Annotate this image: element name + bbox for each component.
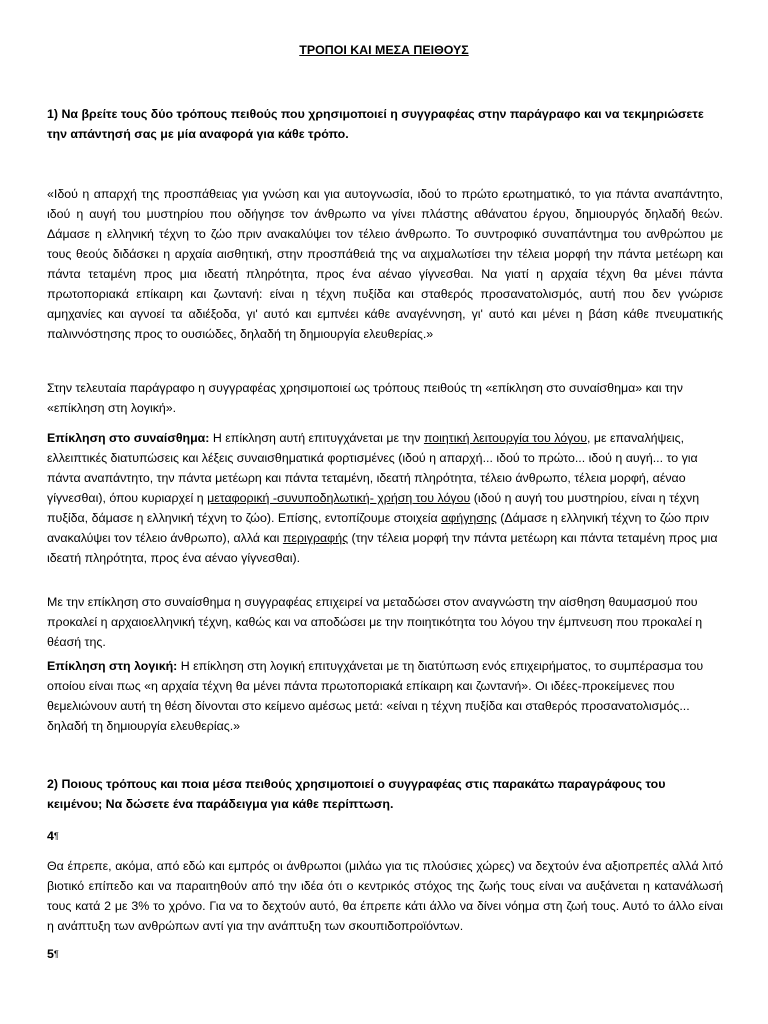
quoted-paragraph — [47, 184, 723, 344]
page-title: ΤΡΟΠΟΙ ΚΑΙ ΜΕΣΑ ΠΕΙΘΟΥΣ — [299, 43, 469, 57]
poetic-function-term: ποιητική λειτουργία του λόγου — [423, 431, 588, 445]
answer-intro-text: Στην τελευταία παράγραφο η συγγραφέας χρησιμοποιεί ως τρόπους πειθούς τη «επίκληση στο συναίσθημα» και την «επίκληση στη λογική». — [47, 381, 683, 415]
logic-appeal-label: Επίκληση στη λογική: — [47, 659, 178, 673]
pilcrow-icon: ¶ — [53, 949, 59, 959]
emotion-goal-text: Με την επίκληση στο συναίσθημα η συγγραφέας επιχειρεί να μεταδώσει στον αναγνώστη την αίσθηση θαυμασμού που προκαλεί η αρχαιοελληνική τέχνη, καθώς και να αποδώσει με την ποιητικότητα του λόγου την έμπνευση που προκαλεί η θέασή της. — [47, 595, 703, 649]
question-1-text: 1) Να βρείτε τους δύο τρόπους πειθούς που χρησιμοποιεί η συγγραφέας στην παράγραφο και να τεκμηριώσετε την απάντησή σας με μία αναφορά για κάθε τρόπο. — [47, 107, 704, 141]
metaphorical-use-term: μεταφορική -συνυποδηλωτική- χρήση του λόγου — [207, 491, 471, 505]
question-1 — [47, 104, 723, 144]
question-2 — [47, 774, 723, 814]
paragraph-4-marker: 4¶ — [47, 829, 59, 843]
question-2-text: 2) Ποιους τρόπους και ποια μέσα πειθούς χρησιμοποιεί ο συγγραφέας στις παρακάτω παραγράφους του κειμένου; Να δώσετε ένα παράδειγμα για κάθε περίπτωση. — [47, 777, 666, 811]
answer-intro — [47, 378, 723, 418]
quoted-paragraph-text: «Ιδού η απαρχή της προσπάθειας για γνώση και για αυτογνωσία, ιδού το πρώτο ερωτηματικό, το για πάντα αναπάντητο, ιδού η αυγή του μυστηρίου που οδήγησε τον άνθρωπο να γίνει πλάστης αθάνατου έργου, δημιουργός δηλαδή θεών. Δάμασε η ελληνική τέχνη το ζώο πριν ανακαλύψει τον τέλειο άνθρωπο. Το συντροφικό συναπάντημα του ανθρώπου με τους θεούς διδάσκει η αρχαία αισθητική, στην προσπάθειά της να αιχμαλωτίσει την τέλεια μορφή την πάντα μετέωρη και πάντα τεταμένη προς μια ιδεατή πληρότητα, προς ένα αέναο γίγνεσθαι. Να γιατί η αρχαία τέχνη θα μένει πάντα πρωτοποριακά επίκαιρη και ζωντανή: είναι η τέχνη πυξίδα και σταθερός προσανατολισμός, αυτή που δεν γνώρισε αμηχανίες και αγνοεί τα αδιέξοδα, γι' αυτό και εμπνέει κάθε αναγέννηση, γι' αυτό και μένει η βάση κάθε πνευματικής παλιννόστησης προς το ουσιώδες, δηλαδή τη δημιουργία ελευθερίας.» — [47, 187, 723, 341]
emotion-goal — [47, 592, 723, 652]
emotion-appeal-section — [47, 428, 723, 568]
emotion-appeal-label: Επίκληση στο συναίσθημα: — [47, 431, 210, 445]
logic-appeal-paragraph: Επίκληση στη λογική: Η επίκληση στη λογική επιτυγχάνεται με τη διατύπωση ενός επιχειρήματος, το συμπέρασμα του οποίου είναι πως «η αρχαία τέχνη θα μένει πάντα πρωτοποριακά επίκαιρη και ζωντανή». Οι ιδέες-προκείμενες που θεμελιώνουν αυτή τη θέση δίνονται στο κείμενο αμέσως μετά: «είναι η τέχνη πυξίδα και σταθερός προσανατολισμός... δηλαδή τη δημιουργία ελευθερίας.» — [47, 659, 704, 733]
pilcrow-icon: ¶ — [53, 831, 59, 841]
emotion-appeal-paragraph: Επίκληση στο συναίσθημα: Η επίκληση αυτή επιτυγχάνεται με την ποιητική λειτουργία του λόγου, με επαναλήψεις, ελλειπτικές διατυπώσεις και λέξεις συναισθηματικά φορτισμένες (ιδού η απαρχή... ιδού το πρώτο... ιδού η αυγή... το για πάντα αναπάντητο, την πάντα μετέωρη και πάντα τεταμένη, ιδεατή πληρότητα, τέλειο άνθρωπο, τέλεια μορφή, αέναο γίγνεσθαι), όπου κυριαρχεί η μεταφορική -συνυποδηλωτική- χρήση του λόγου (ιδού η αυγή του μυστηρίου, είναι η τέχνη πυξίδα, δάμασε η ελληνική τέχνη το ζώο). Επίσης, εντοπίζουμε στοιχεία αφήγησης (Δάμασε η ελληνική τέχνη το ζώο πριν ανακαλύψει τον τέλειο άνθρωπο), αλλά και περιγραφής (την τέλεια μορφή την πάντα μετέωρη και πάντα τεταμένη προς μια ιδεατή πληρότητα, προς ένα αέναο γίγνεσθαι). — [47, 431, 718, 565]
paragraph-5-marker: 5¶ — [47, 947, 59, 961]
narration-term: αφήγησης — [441, 511, 497, 525]
paragraph-4-text: Θα έπρεπε, ακόμα, από εδώ και εμπρός οι άνθρωποι (μιλάω για τις πλούσιες χώρες) να δεχτούν ένα αξιοπρεπές αλλά λιτό βιοτικό επίπεδο και να παραιτηθούν από την ιδέα ότι ο κεντρικός στόχος της ζωής τους είναι να αυξάνεται η κατανάλωσή τους κατά 2 με 3% το χρόνο. Για να το δεχτούν αυτό, θα έπρεπε κάτι άλλο να δίνει νόημα στη ζωή τους. Αυτό το άλλο είναι η ανάπτυξη των ανθρώπων αντί για την ανάπτυξη των σκουπιδοπροϊόντων. — [47, 859, 723, 933]
description-term: περιγραφής — [282, 531, 349, 545]
logic-appeal-section — [47, 656, 723, 736]
paragraph-4 — [47, 856, 723, 936]
